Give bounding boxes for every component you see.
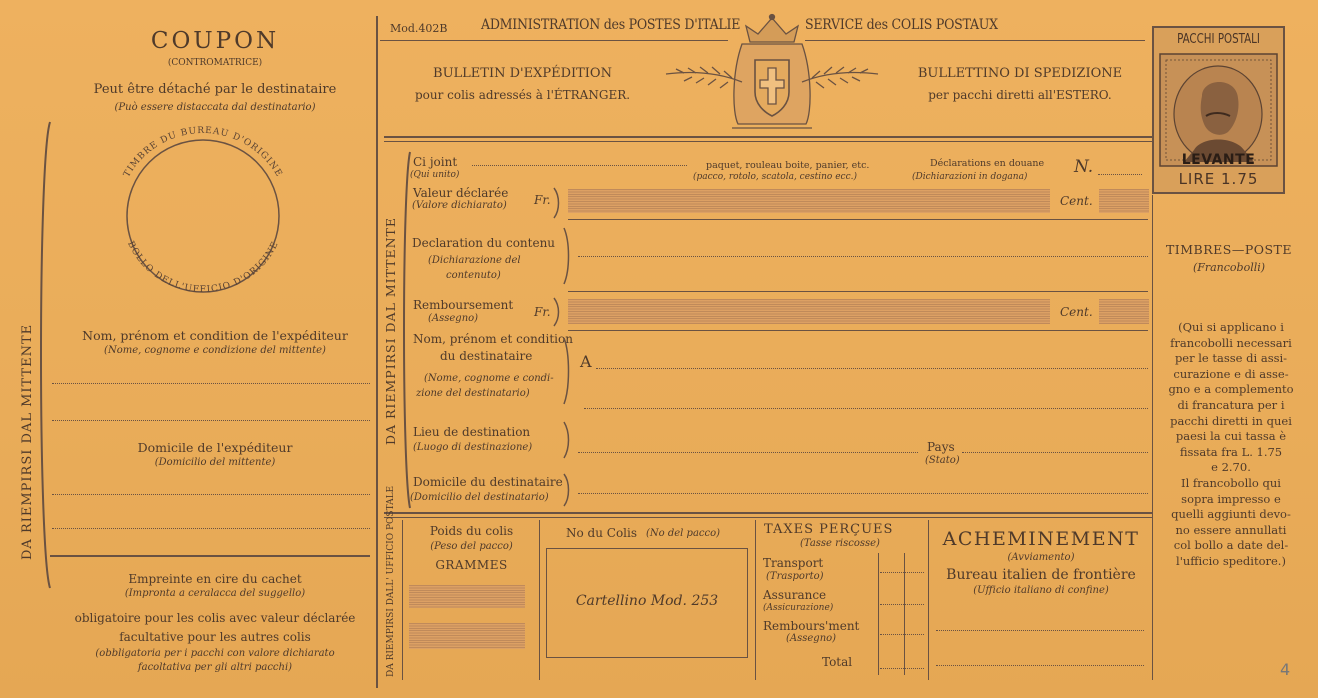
bottom-div-2 <box>539 520 540 680</box>
sender-home-line-2[interactable] <box>52 528 370 529</box>
bulletin-it: BULLETTINO DI SPEDIZIONE <box>917 66 1123 81</box>
declared-value-cent: Cent. <box>1060 194 1093 208</box>
form-bottom-rule-2 <box>384 517 1152 518</box>
sender-home-line-1[interactable] <box>52 494 370 495</box>
destination-label-it: (Luogo di destinazione) <box>413 442 533 453</box>
stamp-note-line: sopra impresso e <box>1181 491 1281 506</box>
recipient-name-line-1[interactable] <box>596 368 1148 369</box>
king-portrait-icon <box>1158 52 1279 168</box>
admin-title: ADMINISTRATION des POSTES D'ITALIE <box>481 17 741 33</box>
mandatory-text-it-2: facoltativa per gli altri pacchi) <box>137 662 293 673</box>
recipient-home-label-it: (Domicilio del destinatario) <box>410 492 549 503</box>
sender-name-label: Nom, prénom et condition de l'expéditeur <box>82 328 348 343</box>
contents-brace <box>562 226 572 286</box>
destination-line[interactable] <box>578 452 918 453</box>
origin-office-stamp-circle <box>98 118 308 308</box>
declared-value-cents-field[interactable] <box>1099 189 1149 213</box>
stamp-bottom-text: BOLLO DELL'UFFICIO D'ORIGINE <box>125 239 281 296</box>
stamp-overprint: LEVANTE <box>1181 152 1256 168</box>
country-label-it: (Stato) <box>925 455 960 466</box>
seal-label-it: (Impronta a ceralacca del suggello) <box>124 588 306 599</box>
bulletin-it-sub: per pacchi diretti all'ESTERO. <box>928 88 1112 102</box>
sender-name-line-1[interactable] <box>52 383 370 384</box>
weight-label: Poids du colis <box>429 524 514 538</box>
coupon-divider <box>376 16 378 688</box>
stamps-label-it: (Francobolli) <box>1192 261 1266 274</box>
coupon-side-bracket <box>36 120 56 590</box>
country-line[interactable] <box>962 452 1148 453</box>
border-office-line-1[interactable] <box>936 630 1144 631</box>
cod-francs-field[interactable] <box>568 299 1050 324</box>
coupon-title: COUPON <box>150 28 280 54</box>
declared-value-brace <box>552 186 562 220</box>
parcel-number-label: No du Colis <box>566 526 638 540</box>
weight-field-2[interactable] <box>409 623 525 649</box>
ci-joint-label-it: (Qui unito) <box>410 170 460 180</box>
stamp-note-line: fissata fra L. 1.75 <box>1179 444 1283 459</box>
recipient-name-label-2: du destinataire <box>440 349 533 363</box>
svg-text:TIMBRE DU BUREAU D'ORIGINE <box>122 126 284 179</box>
tax-total-value[interactable] <box>880 668 924 669</box>
stamp-note-line: di francatura per i <box>1177 397 1285 412</box>
stamp-note-line: francobolli necessari <box>1170 335 1292 350</box>
bulletin-fr: BULLETIN D'EXPÉDITION <box>433 66 612 81</box>
bottom-div-3 <box>755 520 756 680</box>
total-label: Total <box>822 655 853 669</box>
ci-joint-line[interactable] <box>472 165 687 166</box>
cod-cents-field[interactable] <box>1099 299 1149 324</box>
stamp-note-line: gno e a complemento <box>1168 382 1294 397</box>
row-rule-3 <box>568 330 1148 331</box>
service-title: SERVICE des COLIS POSTAUX <box>805 17 998 33</box>
sender-home-label-it: (Domicilio del mittente) <box>154 457 276 468</box>
weight-field-1[interactable] <box>409 585 525 608</box>
seal-label: Empreinte en cire du cachet <box>128 572 302 586</box>
printed-postage-stamp <box>1152 26 1285 194</box>
cod-label-it: (Assegno) <box>428 313 479 324</box>
routing-label-it: (Avviamento) <box>1007 552 1075 563</box>
contents-label-it-2: contenuto) <box>446 270 501 281</box>
country-label: Pays <box>927 440 955 454</box>
right-column-divider <box>1152 195 1153 680</box>
cod-fee-label-it: (Assegno) <box>786 633 837 644</box>
header-bottom-rule-1 <box>384 136 1152 138</box>
tax-cod-value[interactable] <box>880 634 924 635</box>
recipient-name-label-1: Nom, prénom et condition <box>413 332 573 346</box>
tax-transport-value[interactable] <box>880 572 924 573</box>
coupon-side-label: DA RIEMPIRSI DAL MITTENTE <box>20 323 35 560</box>
coupon-detach-fr: Peut être détaché par le destinataire <box>93 82 337 97</box>
form-side-label: DA RIEMPIRSI DAL MITTENTE <box>383 216 398 445</box>
recipient-name-brace <box>562 336 572 406</box>
recipient-home-brace <box>562 472 572 508</box>
taxes-label: TAXES PERÇUES <box>764 522 894 537</box>
declared-value-francs-field[interactable] <box>568 189 1050 213</box>
savoy-coat-of-arms-icon <box>662 12 882 134</box>
row-rule-1 <box>568 219 1148 220</box>
post-office-side-label: DA RIEMPIRSI DALL' UFFICIO POSTALE <box>386 485 396 677</box>
routing-label: ACHEMINEMENT <box>942 528 1140 550</box>
stamp-note-line: paesi la cui tassa è <box>1175 429 1287 444</box>
mandatory-text-it-1: (obbligatoria per i pacchi con valore dichiarato <box>95 648 335 659</box>
stamp-note-line: Il francobollo qui <box>1181 475 1281 490</box>
sender-home-label: Domicile de l'expéditeur <box>137 440 293 455</box>
pencil-mark: 4 <box>1280 660 1291 679</box>
insurance-label-it: (Assicurazione) <box>763 603 834 613</box>
cod-fr: Fr. <box>534 305 551 319</box>
row-rule-2 <box>568 291 1148 292</box>
contents-label-it-1: (Dichiarazione del <box>428 255 521 266</box>
sender-name-label-it: (Nome, cognome e condizione del mittente) <box>104 345 326 356</box>
insurance-label: Assurance <box>763 588 827 602</box>
header-bottom-rule-2 <box>384 141 1152 142</box>
border-office-label: Bureau italien de frontière <box>946 567 1136 583</box>
stamp-top-label: PACCHI POSTALI <box>1177 32 1260 47</box>
recipient-name-label-it-1: (Nome, cognome e condi- <box>424 373 554 384</box>
coupon-seal-divider <box>50 555 370 557</box>
stamp-note-line: pacchi diretti in quei <box>1170 413 1292 428</box>
taxes-label-it: (Tasse riscosse) <box>800 538 880 549</box>
recipient-a-mark: A <box>580 352 592 371</box>
cartellino-label: Cartellino Mod. 253 <box>575 593 719 609</box>
border-office-label-it: (Ufficio italiano di confine) <box>973 585 1109 596</box>
transport-label: Transport <box>763 556 824 570</box>
mandatory-text-2: facultative pour les autres colis <box>119 630 311 644</box>
declarations-label-it: (Dichiarazioni in dogana) <box>912 172 1028 182</box>
contents-label: Declaration du contenu <box>412 236 556 250</box>
customs-number-line[interactable] <box>1098 174 1142 175</box>
sender-name-line-2[interactable] <box>52 420 370 421</box>
destination-label: Lieu de destination <box>413 425 531 439</box>
paquet-label-it: (pacco, rotolo, scatola, cestino ecc.) <box>693 172 857 182</box>
tax-col-1 <box>878 553 879 675</box>
recipient-name-line-2[interactable] <box>584 408 1148 409</box>
cod-fee-label: Rembours'ment <box>763 619 860 633</box>
recipient-home-label: Domicile du destinataire <box>413 475 563 489</box>
border-office-line-2[interactable] <box>936 665 1144 666</box>
paquet-label: paquet, rouleau boite, panier, etc. <box>706 160 870 171</box>
svg-text:BOLLO DELL'UFFICIO D'ORIGINE <box>125 240 281 295</box>
destination-brace <box>562 420 572 460</box>
grams-label: GRAMMES <box>435 558 508 572</box>
coupon-detach-it: (Può essere distaccata dal destinatario) <box>114 102 316 113</box>
weight-label-it: (Peso del pacco) <box>430 541 513 552</box>
cod-brace <box>552 296 562 328</box>
stamp-note-line: curazione e di asse- <box>1173 366 1289 381</box>
ci-joint-label: Ci joint <box>413 155 458 169</box>
stamps-label: TIMBRES—POSTE <box>1165 242 1293 257</box>
stamp-note-line: e 2.70. <box>1211 460 1251 475</box>
stamp-note-line: no essere annullati <box>1175 522 1287 537</box>
model-number: Mod.402B <box>390 22 448 35</box>
coupon-subtitle: (CONTROMATRICE) <box>167 58 263 68</box>
bottom-div-4 <box>928 520 929 680</box>
declared-value-label: Valeur déclarée <box>413 186 509 200</box>
bottom-div-1 <box>402 520 403 680</box>
tax-insurance-value[interactable] <box>880 604 924 605</box>
declared-value-label-it: (Valore dichiarato) <box>412 200 507 211</box>
stamp-note-line: (Qui si applicano i <box>1178 320 1284 334</box>
contents-line-1[interactable] <box>578 256 1148 257</box>
stamp-top-text: TIMBRE DU BUREAU D'ORIGINE <box>122 125 284 180</box>
stamp-note-line: quelli aggiunti devo- <box>1171 507 1291 522</box>
stamp-note-line: col bollo a date del- <box>1173 538 1289 553</box>
stamp-note <box>1156 320 1306 570</box>
declarations-label: Déclarations en douane <box>930 158 1045 169</box>
bulletin-fr-sub: pour colis adressés à l'ÉTRANGER. <box>414 88 631 102</box>
mandatory-text-1: obligatoire pour les colis avec valeur déclarée <box>74 611 356 625</box>
cod-label: Remboursement <box>413 298 514 312</box>
customs-number-label: N. <box>1074 157 1094 177</box>
parcel-number-label-it: (No del pacco) <box>646 528 721 539</box>
declared-value-fr: Fr. <box>534 193 551 207</box>
recipient-name-label-it-2: zione del destinatario) <box>416 388 530 399</box>
transport-label-it: (Trasporto) <box>766 571 824 582</box>
form-bottom-rule-1 <box>384 512 1152 514</box>
cod-cent: Cent. <box>1060 305 1093 319</box>
stamp-value: LIRE 1.75 <box>1178 170 1259 188</box>
stamp-note-line: per le tasse di assi- <box>1174 351 1288 366</box>
stamp-note-line: l'ufficio speditore.) <box>1176 553 1286 568</box>
recipient-home-line[interactable] <box>578 493 1148 494</box>
